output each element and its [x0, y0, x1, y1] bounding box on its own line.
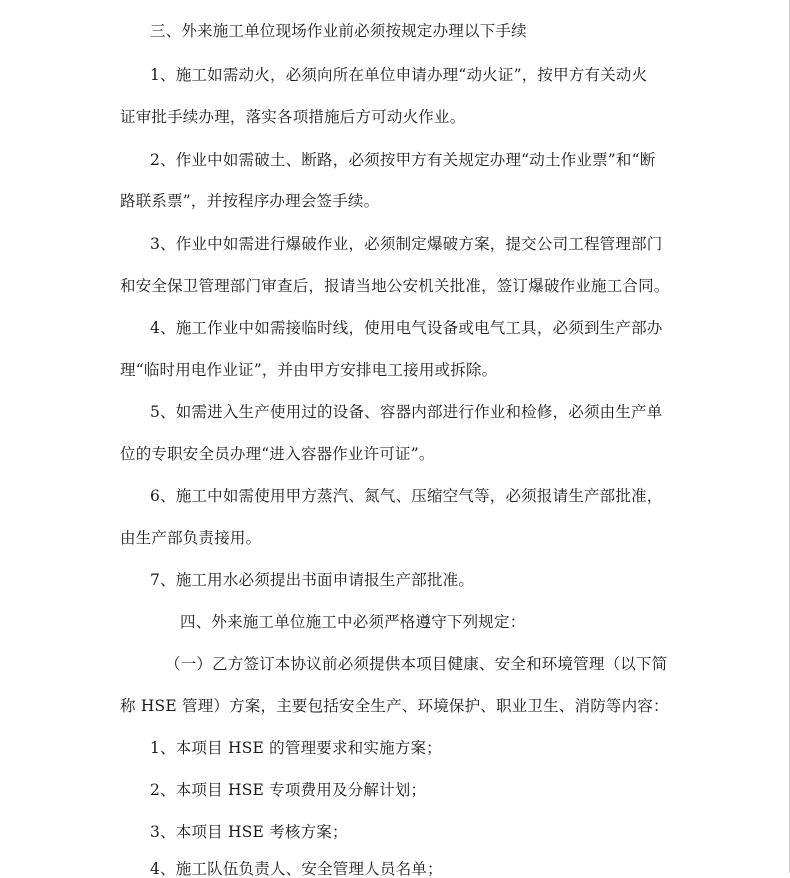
paragraph-line: 1、施工如需动火，必须向所在单位申请办理“动火证”，按甲方有关动火	[150, 66, 648, 84]
list-item: 1、本项目 HSE 的管理要求和实施方案；	[150, 739, 442, 757]
section-heading-3: 三、外来施工单位现场作业前必须按规定办理以下手续	[150, 22, 527, 40]
list-item: 3、本项目 HSE 考核方案；	[150, 823, 348, 841]
list-item: 2、本项目 HSE 专项费用及分解计划；	[150, 781, 427, 799]
paragraph-line: 位的专职安全员办理“进入容器作业许可证”。	[120, 445, 435, 463]
paragraph-line: 2、作业中如需破土、断路，必须按甲方有关规定办理“动土作业票”和“断	[150, 151, 656, 169]
list-item: 4、施工队伍负责人、安全管理人员名单；	[150, 860, 443, 878]
paragraph-line: 5、如需进入生产使用过的设备、容器内部进行作业和检修，必须由生产单	[150, 403, 663, 421]
paragraph-line: 由生产部负责接用。	[120, 529, 262, 547]
paragraph-line: （一）乙方签订本协议前必须提供本项目健康、安全和环境管理（以下简	[165, 655, 668, 673]
paragraph-line: 和安全保卫管理部门审查后，报请当地公安机关批准，签订爆破作业施工合同。	[120, 277, 670, 295]
paragraph-line: 3、作业中如需进行爆破作业，必须制定爆破方案，提交公司工程管理部门	[150, 235, 663, 253]
paragraph-line: 称 HSE 管理）方案，主要包括安全生产、环境保护、职业卫生、消防等内容：	[120, 697, 669, 715]
section-heading-4: 四、外来施工单位施工中必须严格遵守下列规定：	[180, 613, 526, 631]
paragraph-line: 4、施工作业中如需接临时线，使用电气设备或电气工具，必须到生产部办	[150, 319, 663, 337]
paragraph-line: 证审批手续办理，落实各项措施后方可动火作业。	[120, 108, 466, 126]
paragraph-line: 6、施工中如需使用甲方蒸汽、氮气、压缩空气等，必须报请生产部批准，	[150, 487, 663, 505]
paragraph-line: 7、施工用水必须提出书面申请报生产部批准。	[150, 571, 475, 589]
paragraph-line: 理“临时用电作业证”，并由甲方安排电工接用或拆除。	[120, 361, 498, 379]
paragraph-line: 路联系票”，并按程序办理会签手续。	[120, 192, 380, 210]
